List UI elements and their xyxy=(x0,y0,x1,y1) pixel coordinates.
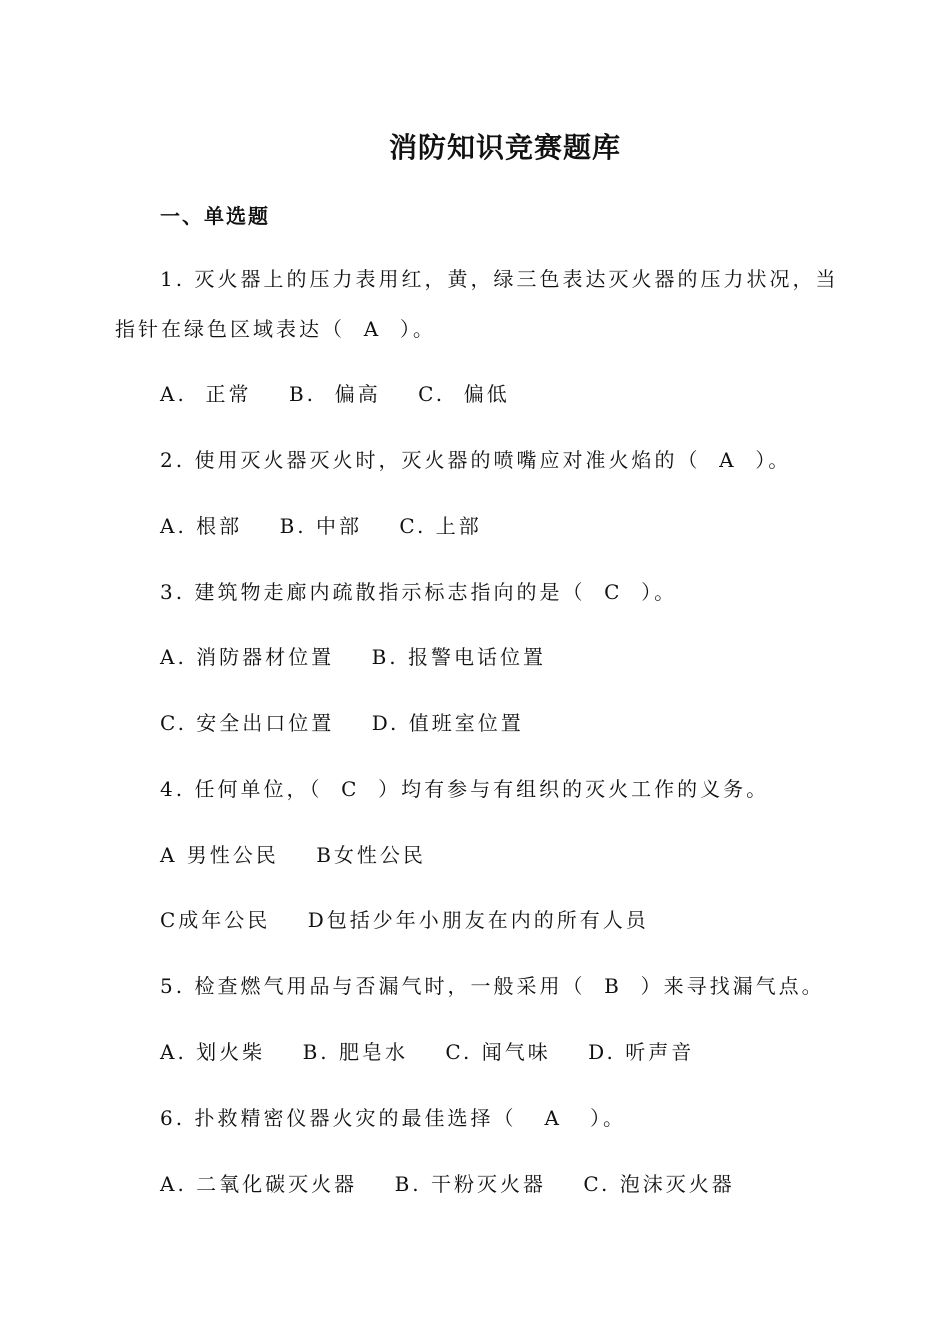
question-1-continuation: 指针在绿色区域表达（ A ）。 xyxy=(115,317,436,341)
question-1-options: A. 正常 B. 偏高 C. 偏低 xyxy=(160,382,510,406)
question-2-options: A. 根部 B. 中部 C. 上部 xyxy=(160,514,482,538)
question-6-options: A. 二氧化碳灭火器 B. 干粉灭火器 C. 泡沫灭火器 xyxy=(160,1172,735,1196)
question-4-options-ab: A 男性公民 B女性公民 xyxy=(160,843,426,867)
section-heading: 一、单选题 xyxy=(160,204,270,228)
question-3-options-cd: C. 安全出口位置 D. 值班室位置 xyxy=(160,711,524,735)
question-5-text: 5. 检查燃气用品与否漏气时，一般采用（ B ）来寻找漏气点。 xyxy=(160,974,825,998)
document-title: 消防知识竞赛题库 xyxy=(388,131,621,164)
question-3-options-ab: A. 消防器材位置 B. 报警电话位置 xyxy=(160,645,546,669)
question-5-options: A. 划火柴 B. 肥皂水 C. 闻气味 D. 听声音 xyxy=(160,1040,695,1064)
question-4-text: 4. 任何单位，（ C ）均有参与有组织的灭火工作的义务。 xyxy=(160,777,770,801)
question-6-text: 6. 扑救精密仪器火灾的最佳选择（ A ）。 xyxy=(160,1106,627,1130)
question-1-text: 1. 灭火器上的压力表用红，黄，绿三色表达灭火器的压力状况，当 xyxy=(160,267,839,291)
question-4-options-cd: C成年公民 D包括少年小朋友在内的所有人员 xyxy=(160,908,649,932)
question-2-text: 2. 使用灭火器灭火时，灭火器的喷嘴应对准火焰的（ A ）。 xyxy=(160,448,792,472)
question-3-text: 3. 建筑物走廊内疏散指示标志指向的是（ C ）。 xyxy=(160,580,678,604)
